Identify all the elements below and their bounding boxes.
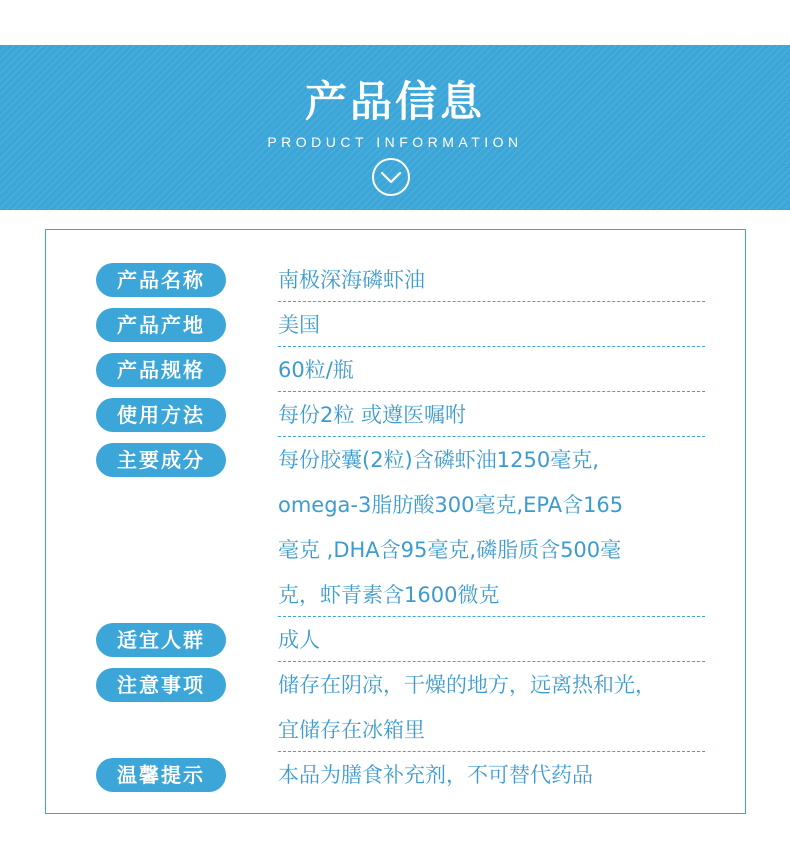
value-text: 成人 [278, 628, 320, 652]
row-divider [278, 751, 705, 752]
value-text: 每份胶囊(2粒)含磷虾油1250毫克, [278, 448, 599, 472]
value-text: 克，虾青素含1600微克 [278, 583, 500, 607]
label-pill: 注意事项 [96, 668, 226, 702]
row-divider [278, 391, 705, 392]
row-divider [278, 346, 705, 347]
header-banner [0, 45, 790, 210]
value-text: 储存在阴凉，干燥的地方，远离热和光， [278, 673, 656, 697]
value-text: 宜储存在冰箱里 [278, 718, 425, 742]
value-text: 60粒/瓶 [278, 358, 354, 382]
value-text: 每份2粒 或遵医嘱咐 [278, 403, 467, 427]
value-text: omega-3脂肪酸300毫克,EPA含165 [278, 493, 624, 517]
label-pill: 适宜人群 [96, 623, 226, 657]
label-pill: 主要成分 [96, 443, 226, 477]
page-subtitle: PRODUCT INFORMATION [267, 134, 523, 150]
value-text: 毫克 ,DHA含95毫克,磷脂质含500毫 [278, 538, 622, 562]
chevron-down-circle-icon [371, 157, 411, 197]
label-pill: 温馨提示 [96, 758, 226, 792]
value-text: 南极深海磷虾油 [278, 268, 425, 292]
label-pill: 使用方法 [96, 398, 226, 432]
label-pill: 产品名称 [96, 263, 226, 297]
row-divider [278, 616, 705, 617]
label-pill: 产品产地 [96, 308, 226, 342]
value-text: 美国 [278, 313, 320, 337]
row-divider [278, 661, 705, 662]
label-pill: 产品规格 [96, 353, 226, 387]
row-divider [278, 301, 705, 302]
row-divider [278, 436, 705, 437]
value-text: 本品为膳食补充剂，不可替代药品 [278, 763, 593, 787]
page-title: 产品信息 [304, 77, 485, 126]
